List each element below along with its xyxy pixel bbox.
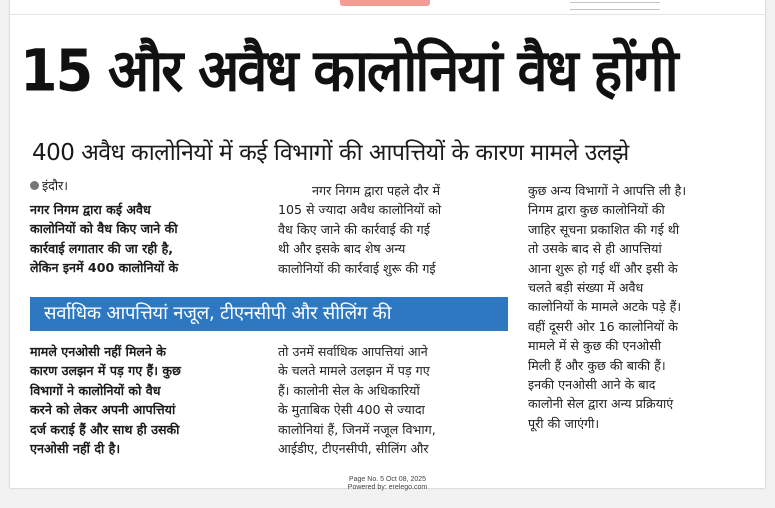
text-line: थी और इसके बाद शेष अन्य — [278, 241, 406, 257]
page-footer — [0, 476, 775, 492]
masthead-strip — [10, 0, 765, 15]
text-line: तो उसके बाद से ही आपत्तियां — [528, 241, 662, 257]
text-line: कालोनियों की कार्रवाई शुरू की गई — [278, 260, 436, 276]
text-line: कालोनियों के मामले अटके पड़े हैं। — [528, 299, 682, 315]
highlight-banner: सर्वाधिक आपत्तियां नजूल, टीएनसीपी और सीलिंग की — [30, 297, 508, 331]
dateline-text: इंदौर। — [42, 178, 69, 193]
text-line: कारण उलझन में पड़ गए हैं। कुछ — [30, 363, 181, 379]
text-line: निगम द्वारा कुछ कालोनियों की — [528, 202, 665, 218]
text-line: दर्ज कराई हैं और साथ ही उसकी — [30, 421, 180, 437]
text-line: वैध किए जाने की कार्रवाई की गई — [278, 221, 430, 237]
text-line: कालोनियों को वैध किए जाने की — [30, 221, 178, 237]
masthead-logo — [340, 0, 430, 6]
column-2-top — [278, 181, 510, 278]
text-line: हैं। कालोनी सेल के अधिकारियों — [278, 382, 420, 398]
powered-by: Powered by: erelego.com — [347, 484, 428, 491]
masthead-rule — [570, 2, 660, 10]
text-line: मिली हैं और कुछ की बाकी हैं। — [528, 357, 666, 373]
text-line: आईडीए, टीएनसीपी, सीलिंग और — [278, 441, 429, 457]
bullet-icon — [30, 181, 39, 190]
text-line: मामले एनओसी नहीं मिलने के — [30, 344, 166, 359]
text-line: नगर निगम द्वारा कई अवैध — [30, 202, 151, 217]
text-line: के मुताबिक ऐसी 400 से ज्यादा — [278, 402, 425, 418]
text-line: 105 से ज्यादा अवैध कालोनियों को — [278, 202, 442, 218]
column-3 — [528, 181, 748, 433]
text-line: कार्रवाई लगातार की जा रही है, — [30, 240, 174, 256]
text-line: कालोनियां हैं, जिनमें नजूल विभाग, — [278, 421, 436, 437]
text-line: करने को लेकर अपनी आपत्तियां — [30, 402, 176, 418]
text-line: तो उनमें सर्वाधिक आपत्तियां आने — [278, 344, 428, 359]
text-line: पूरी की जाएंगी। — [528, 415, 600, 431]
text-line: एनओसी नहीं दी है। — [30, 441, 121, 457]
text-line: मामले में से कुछ की एनओसी — [528, 338, 661, 354]
column-1-lead — [30, 200, 260, 278]
text-line: कुछ अन्य विभागों ने आपत्ति ली है। — [528, 183, 687, 198]
text-line: लेकिन इनमें 400 कालोनियों के — [30, 260, 179, 276]
column-1-body — [30, 342, 260, 458]
text-line: विभागों ने कालोनियों को वैध — [30, 382, 161, 398]
text-line: वहीं दूसरी ओर 16 कालोनियों के — [528, 318, 678, 334]
column-2-body — [278, 342, 510, 458]
dateline — [30, 176, 260, 195]
text-line: इनकी एनओसी आने के बाद — [528, 377, 656, 393]
text-line: आना शुरू हो गई थीं और इसी के — [528, 260, 678, 276]
text-line: के चलते मामले उलझन में पड़ गए — [278, 363, 430, 379]
text-line: चलते बड़ी संख्या में अवैध — [528, 280, 644, 296]
text-line: कालोनी सेल द्वारा अन्य प्रक्रियाएं — [528, 396, 674, 412]
text-line: जाहिर सूचना प्रकाशित की गई थी — [528, 221, 680, 237]
page-number: Page No. 5 Oct 08, 2025 — [348, 476, 427, 483]
text-line: नगर निगम द्वारा पहले दौर में — [312, 183, 441, 198]
subheadline: 400 अवैध कालोनियों में कई विभागों की आपत्तियों के कारण मामले उलझे — [32, 140, 629, 166]
headline: 15 और अवैध कालोनियां वैध होंगी — [20, 36, 677, 105]
